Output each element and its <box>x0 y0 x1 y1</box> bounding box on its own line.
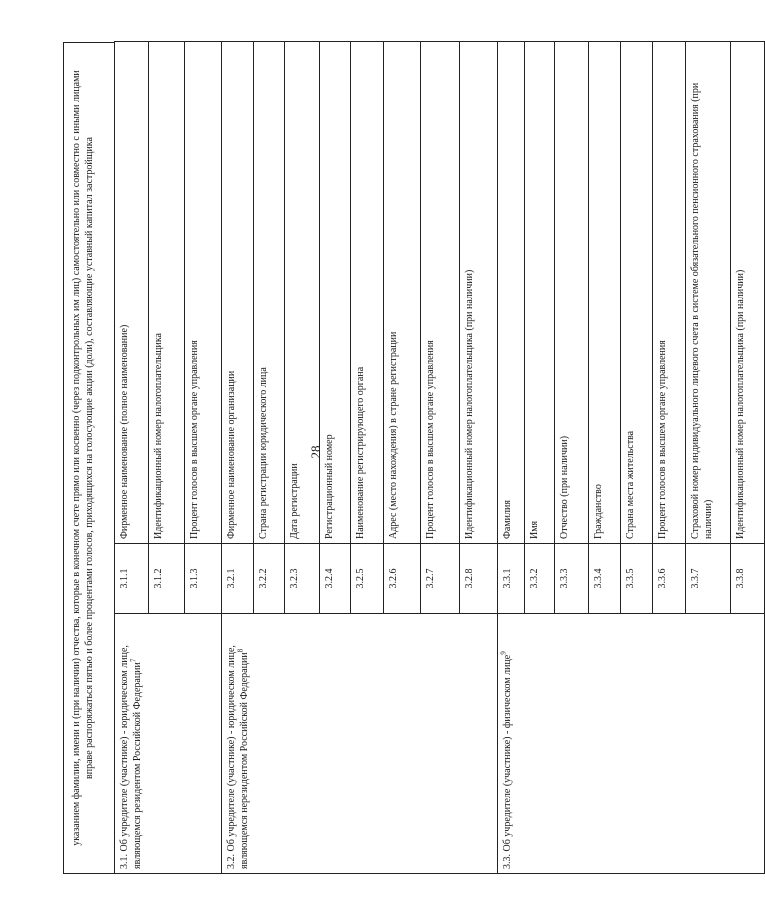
item-description: Фамилия <box>498 42 525 544</box>
item-description: Процент голосов в высшем органе управления <box>653 42 686 544</box>
item-code: 3.3.8 <box>731 544 765 614</box>
item-description: Процент голосов в высшем органе управления <box>421 42 460 544</box>
item-description: Дата регистрации <box>285 42 320 544</box>
item-description: Фирменное наименование организации <box>222 42 254 544</box>
item-code: 3.1.2 <box>149 544 185 614</box>
footnote-marker: 8 <box>236 648 245 653</box>
table-row <box>222 42 254 874</box>
item-code: 3.3.3 <box>555 544 589 614</box>
item-description: Имя <box>525 42 555 544</box>
item-description: Наименование регистрирующего органа <box>351 42 384 544</box>
item-description: Процент голосов в высшем органе управления <box>185 42 222 544</box>
item-code: 3.2.3 <box>285 544 320 614</box>
item-description: Страховой номер индивидуального лицевого счета в системе обязательного пенсионного страхования (при наличии) <box>686 42 731 544</box>
table-row <box>115 42 149 874</box>
item-code: 3.3.6 <box>653 544 686 614</box>
item-description: Страна места жительства <box>621 42 653 544</box>
footnote-marker: 7 <box>129 658 138 663</box>
rotated-page-content <box>63 40 746 874</box>
item-code: 3.3.4 <box>589 544 621 614</box>
item-description: Гражданство <box>589 42 621 544</box>
section-title: 3.1. Об учредителе (участнике) - юридическом лице, являющемся резидентом Российской Федерации <box>119 645 143 869</box>
table-row <box>498 42 525 874</box>
section-title: 3.2. Об учредителе (участнике) - юридическом лице, являющемся нерезидентом Российской Федерации <box>226 645 250 869</box>
item-code: 3.3.1 <box>498 544 525 614</box>
item-code: 3.3.7 <box>686 544 731 614</box>
item-code: 3.1.1 <box>115 544 149 614</box>
item-code: 3.2.4 <box>320 544 351 614</box>
section-title-cell <box>498 614 765 874</box>
founders-table <box>114 41 765 874</box>
founders-table-body <box>115 42 765 874</box>
item-description: Фирменное наименование (полное наименование) <box>115 42 149 544</box>
table-header-text: указанием фамилии, имени и (при наличии) отчества, которые в конечном счете прямо или косвенно (через подконтрольных им лиц) самостоятельно или совместно с иными лицами вправе распоряжаться пятью и более процентами голосов, приходящихся на голосующие акции (доли), составляющие уставный капитал застройщика <box>63 42 115 874</box>
item-code: 3.2.6 <box>384 544 421 614</box>
item-code: 3.2.2 <box>254 544 285 614</box>
section-title-cell <box>115 614 222 874</box>
item-description: Адрес (место нахождения) в стране регистрации <box>384 42 421 544</box>
item-code: 3.3.5 <box>621 544 653 614</box>
item-description: Идентификационный номер налогоплательщика (при наличии) <box>460 42 498 544</box>
section-title-cell <box>222 614 498 874</box>
page-number: 28 <box>308 445 323 459</box>
item-code: 3.2.8 <box>460 544 498 614</box>
item-code: 3.2.1 <box>222 544 254 614</box>
footnote-marker: 9 <box>499 651 508 655</box>
section-title: 3.3. Об учредителе (участнике) - физическом лице <box>502 654 513 869</box>
item-code: 3.2.7 <box>421 544 460 614</box>
item-code: 3.3.2 <box>525 544 555 614</box>
item-description: Регистрационный номер <box>320 42 351 544</box>
item-code: 3.2.5 <box>351 544 384 614</box>
item-description: Страна регистрации юридического лица <box>254 42 285 544</box>
item-code: 3.1.3 <box>185 544 222 614</box>
item-description: Отчество (при наличии) <box>555 42 589 544</box>
item-description: Идентификационный номер налогоплательщика (при наличии) <box>731 42 765 544</box>
item-description: Идентификационный номер налогоплательщика <box>149 42 185 544</box>
